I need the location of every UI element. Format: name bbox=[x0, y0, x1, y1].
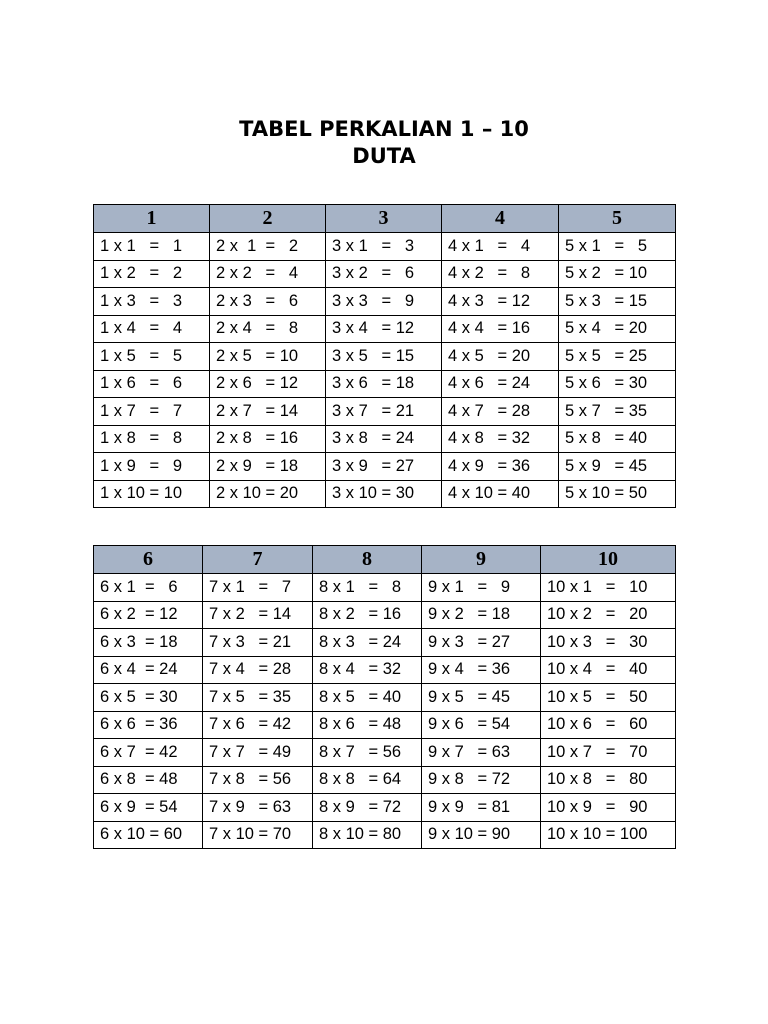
table-cell: 2 x 3 = 6 bbox=[210, 288, 326, 316]
table-cell: 6 x 6 = 36 bbox=[94, 711, 203, 739]
table-cell: 5 x 3 = 15 bbox=[559, 288, 676, 316]
table-cell: 3 x 1 = 3 bbox=[326, 233, 442, 261]
header-row bbox=[94, 205, 676, 233]
table-cell: 6 x 1 = 6 bbox=[94, 574, 203, 602]
table-cell: 7 x 3 = 21 bbox=[203, 629, 313, 657]
table-cell: 3 x 3 = 9 bbox=[326, 288, 442, 316]
table-cell: 7 x 4 = 28 bbox=[203, 656, 313, 684]
table-cell: 8 x 10 = 80 bbox=[313, 821, 422, 849]
table-row bbox=[94, 233, 676, 261]
table-cell: 6 x 2 = 12 bbox=[94, 601, 203, 629]
table-row bbox=[94, 766, 676, 794]
table-cell: 9 x 4 = 36 bbox=[422, 656, 541, 684]
multiplication-table-6-10 bbox=[93, 545, 676, 849]
table-cell: 3 x 7 = 21 bbox=[326, 398, 442, 426]
table-cell: 10 x 3 = 30 bbox=[541, 629, 676, 657]
column-header: 10 bbox=[541, 546, 676, 574]
table-cell: 5 x 7 = 35 bbox=[559, 398, 676, 426]
table-cell: 1 x 8 = 8 bbox=[94, 425, 210, 453]
column-header: 7 bbox=[203, 546, 313, 574]
table-cell: 5 x 8 = 40 bbox=[559, 425, 676, 453]
table-cell: 8 x 5 = 40 bbox=[313, 684, 422, 712]
table-row bbox=[94, 656, 676, 684]
table-cell: 9 x 2 = 18 bbox=[422, 601, 541, 629]
table-cell: 10 x 5 = 50 bbox=[541, 684, 676, 712]
table-cell: 5 x 9 = 45 bbox=[559, 453, 676, 481]
table-cell: 9 x 8 = 72 bbox=[422, 766, 541, 794]
column-header: 3 bbox=[326, 205, 442, 233]
table-cell: 6 x 10 = 60 bbox=[94, 821, 203, 849]
column-header: 2 bbox=[210, 205, 326, 233]
column-header: 5 bbox=[559, 205, 676, 233]
table-cell: 1 x 7 = 7 bbox=[94, 398, 210, 426]
table-cell: 6 x 5 = 30 bbox=[94, 684, 203, 712]
table-cell: 9 x 5 = 45 bbox=[422, 684, 541, 712]
table-cell: 4 x 8 = 32 bbox=[442, 425, 559, 453]
table-cell: 3 x 2 = 6 bbox=[326, 260, 442, 288]
table-cell: 7 x 5 = 35 bbox=[203, 684, 313, 712]
table-row bbox=[94, 711, 676, 739]
table-cell: 2 x 6 = 12 bbox=[210, 370, 326, 398]
table-cell: 9 x 7 = 63 bbox=[422, 739, 541, 767]
table-cell: 2 x 8 = 16 bbox=[210, 425, 326, 453]
column-header: 6 bbox=[94, 546, 203, 574]
table-cell: 1 x 5 = 5 bbox=[94, 343, 210, 371]
table-cell: 4 x 7 = 28 bbox=[442, 398, 559, 426]
table-cell: 8 x 7 = 56 bbox=[313, 739, 422, 767]
column-header: 1 bbox=[94, 205, 210, 233]
table-cell: 2 x 9 = 18 bbox=[210, 453, 326, 481]
table-cell: 5 x 4 = 20 bbox=[559, 315, 676, 343]
table-cell: 6 x 4 = 24 bbox=[94, 656, 203, 684]
table-row bbox=[94, 398, 676, 426]
table-row bbox=[94, 288, 676, 316]
table-cell: 3 x 5 = 15 bbox=[326, 343, 442, 371]
table-cell: 8 x 3 = 24 bbox=[313, 629, 422, 657]
table-cell: 1 x 6 = 6 bbox=[94, 370, 210, 398]
table-cell: 2 x 2 = 4 bbox=[210, 260, 326, 288]
table-cell: 10 x 6 = 60 bbox=[541, 711, 676, 739]
table-cell: 2 x 5 = 10 bbox=[210, 343, 326, 371]
table-cell: 10 x 8 = 80 bbox=[541, 766, 676, 794]
table-cell: 3 x 4 = 12 bbox=[326, 315, 442, 343]
table-cell: 8 x 9 = 72 bbox=[313, 794, 422, 822]
table-cell: 9 x 10 = 90 bbox=[422, 821, 541, 849]
table-cell: 8 x 4 = 32 bbox=[313, 656, 422, 684]
table-cell: 9 x 3 = 27 bbox=[422, 629, 541, 657]
table-cell: 5 x 2 = 10 bbox=[559, 260, 676, 288]
table-row bbox=[94, 601, 676, 629]
table-cell: 5 x 5 = 25 bbox=[559, 343, 676, 371]
table-cell: 10 x 7 = 70 bbox=[541, 739, 676, 767]
table-row bbox=[94, 315, 676, 343]
table-cell: 10 x 2 = 20 bbox=[541, 601, 676, 629]
table-cell: 7 x 10 = 70 bbox=[203, 821, 313, 849]
table-row bbox=[94, 739, 676, 767]
table-row bbox=[94, 794, 676, 822]
table-cell: 7 x 7 = 49 bbox=[203, 739, 313, 767]
table-row bbox=[94, 260, 676, 288]
table-cell: 7 x 2 = 14 bbox=[203, 601, 313, 629]
table-cell: 4 x 6 = 24 bbox=[442, 370, 559, 398]
table-cell: 5 x 10 = 50 bbox=[559, 480, 676, 508]
table-cell: 2 x 4 = 8 bbox=[210, 315, 326, 343]
column-header: 9 bbox=[422, 546, 541, 574]
table-cell: 5 x 1 = 5 bbox=[559, 233, 676, 261]
table-cell: 10 x 10 = 100 bbox=[541, 821, 676, 849]
table-row bbox=[94, 684, 676, 712]
table-cell: 1 x 2 = 2 bbox=[94, 260, 210, 288]
table-cell: 5 x 6 = 30 bbox=[559, 370, 676, 398]
table-cell: 9 x 1 = 9 bbox=[422, 574, 541, 602]
table-cell: 10 x 9 = 90 bbox=[541, 794, 676, 822]
table-cell: 6 x 7 = 42 bbox=[94, 739, 203, 767]
table-cell: 4 x 5 = 20 bbox=[442, 343, 559, 371]
table-cell: 9 x 9 = 81 bbox=[422, 794, 541, 822]
table-cell: 9 x 6 = 54 bbox=[422, 711, 541, 739]
table-cell: 6 x 8 = 48 bbox=[94, 766, 203, 794]
table-cell: 10 x 1 = 10 bbox=[541, 574, 676, 602]
table-cell: 2 x 10 = 20 bbox=[210, 480, 326, 508]
table-cell: 2 x 1 = 2 bbox=[210, 233, 326, 261]
table-cell: 7 x 9 = 63 bbox=[203, 794, 313, 822]
table-cell: 4 x 3 = 12 bbox=[442, 288, 559, 316]
table-cell: 4 x 4 = 16 bbox=[442, 315, 559, 343]
table-cell: 3 x 6 = 18 bbox=[326, 370, 442, 398]
table-cell: 7 x 8 = 56 bbox=[203, 766, 313, 794]
page-title: TABEL PERKALIAN 1 – 10 bbox=[239, 117, 529, 141]
table-cell: 8 x 8 = 64 bbox=[313, 766, 422, 794]
table-cell: 8 x 1 = 8 bbox=[313, 574, 422, 602]
table-cell: 7 x 6 = 42 bbox=[203, 711, 313, 739]
table-cell: 4 x 10 = 40 bbox=[442, 480, 559, 508]
table-cell: 8 x 2 = 16 bbox=[313, 601, 422, 629]
table-cell: 2 x 7 = 14 bbox=[210, 398, 326, 426]
table-cell: 1 x 1 = 1 bbox=[94, 233, 210, 261]
table-cell: 3 x 9 = 27 bbox=[326, 453, 442, 481]
table-cell: 7 x 1 = 7 bbox=[203, 574, 313, 602]
table-row bbox=[94, 821, 676, 849]
table-cell: 6 x 9 = 54 bbox=[94, 794, 203, 822]
table-row bbox=[94, 453, 676, 481]
table-cell: 3 x 10 = 30 bbox=[326, 480, 442, 508]
table-cell: 4 x 9 = 36 bbox=[442, 453, 559, 481]
table-cell: 1 x 3 = 3 bbox=[94, 288, 210, 316]
table-cell: 3 x 8 = 24 bbox=[326, 425, 442, 453]
table-row bbox=[94, 480, 676, 508]
column-header: 8 bbox=[313, 546, 422, 574]
table-cell: 1 x 4 = 4 bbox=[94, 315, 210, 343]
table-cell: 1 x 10 = 10 bbox=[94, 480, 210, 508]
multiplication-table-1-5 bbox=[93, 204, 676, 508]
table-cell: 10 x 4 = 40 bbox=[541, 656, 676, 684]
table-cell: 4 x 1 = 4 bbox=[442, 233, 559, 261]
table-cell: 8 x 6 = 48 bbox=[313, 711, 422, 739]
table-cell: 6 x 3 = 18 bbox=[94, 629, 203, 657]
page-subtitle: DUTA bbox=[352, 144, 416, 168]
table-cell: 1 x 9 = 9 bbox=[94, 453, 210, 481]
table-row bbox=[94, 370, 676, 398]
column-header: 4 bbox=[442, 205, 559, 233]
table-row bbox=[94, 629, 676, 657]
table-row bbox=[94, 425, 676, 453]
header-row bbox=[94, 546, 676, 574]
table-row bbox=[94, 343, 676, 371]
table-row bbox=[94, 574, 676, 602]
table-cell: 4 x 2 = 8 bbox=[442, 260, 559, 288]
